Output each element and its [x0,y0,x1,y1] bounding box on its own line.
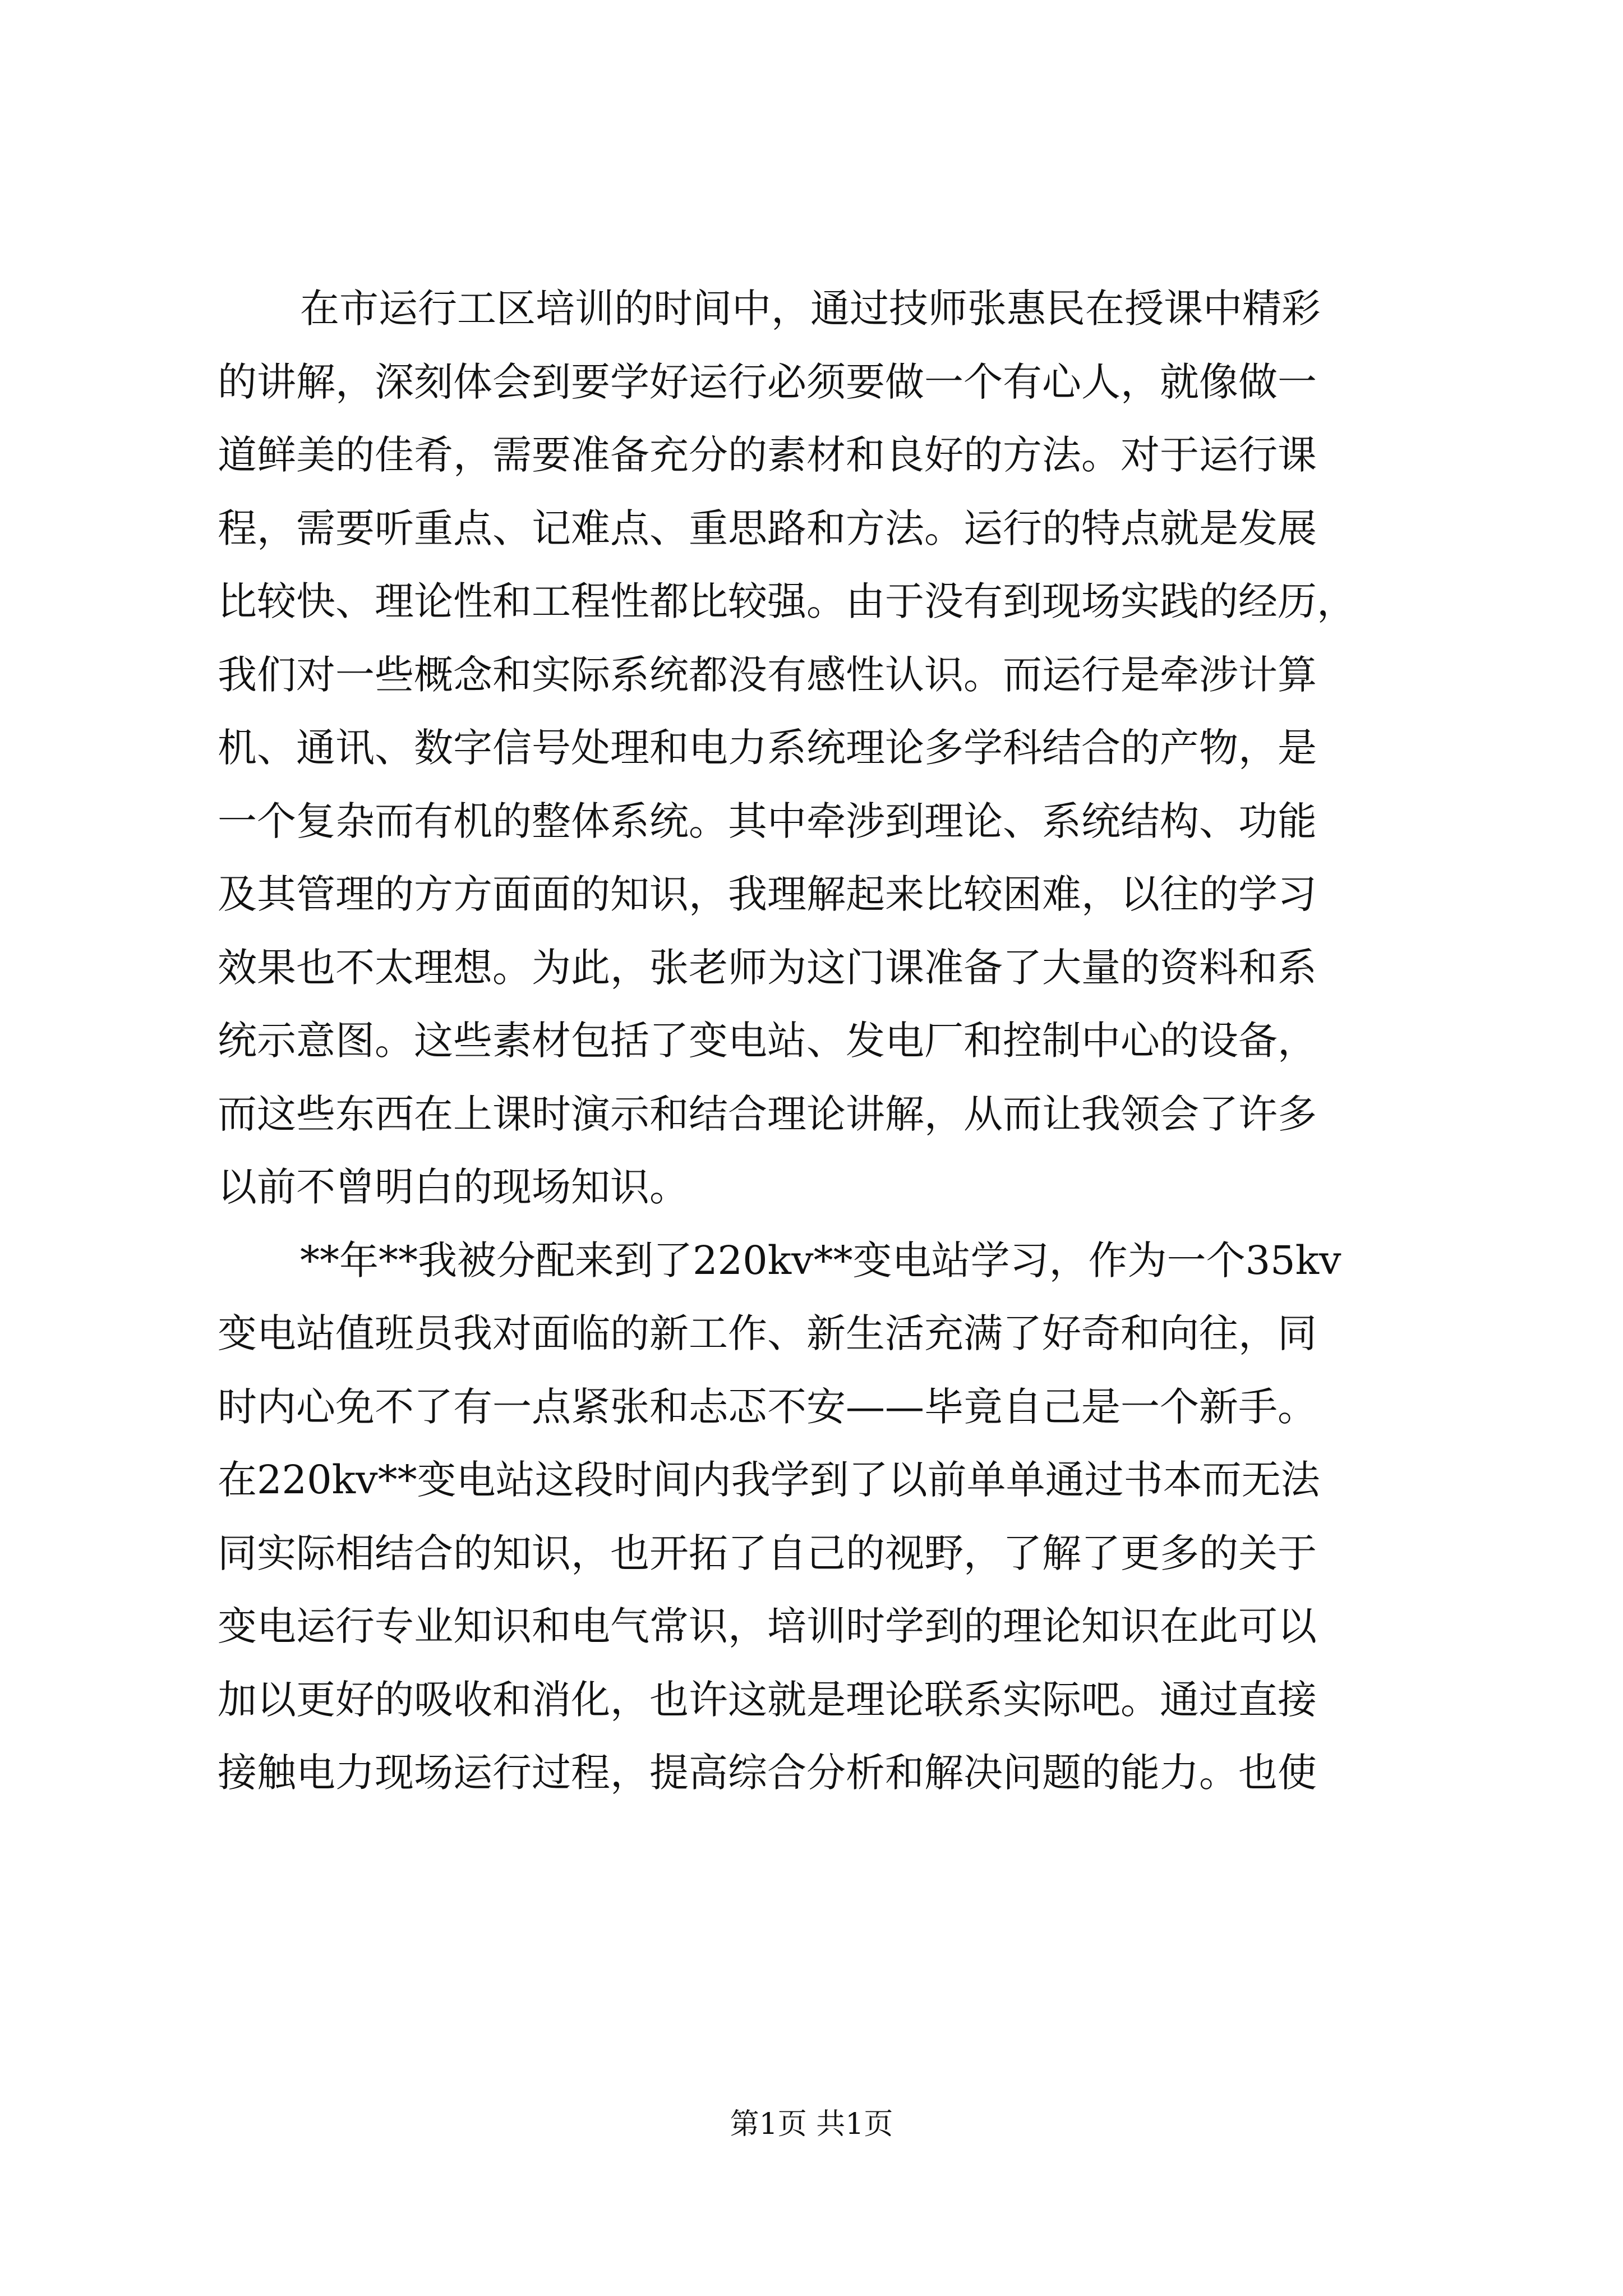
paragraph-line: 比较快、理论性和工程性都比较强。由于没有到现场实践的经历， [218,578,1356,624]
paragraph-line: 在市运行工区培训的时间中，通过技师张惠民在授课中精彩 [300,286,1321,332]
paragraph-line: 程，需要听重点、记难点、重思路和方法。运行的特点就是发展 [218,505,1317,551]
paragraph-line: 机、通讯、数字信号处理和电力系统理论多学科结合的产物，是 [218,725,1317,771]
paragraph-line: 统示意图。这些素材包括了变电站、发电厂和控制中心的设备， [218,1018,1317,1064]
paragraph-line: 接触电力现场运行过程，提高综合分析和解决问题的能力。也使 [218,1750,1317,1796]
paragraph-line: 我们对一些概念和实际系统都没有感性认识。而运行是牵涉计算 [218,651,1317,698]
paragraph-line: 在220kv**变电站这段时间内我学到了以前单单通过书本而无法 [218,1457,1320,1503]
paragraph-line: 以前不曾明白的现场知识。 [218,1164,689,1210]
paragraph-line: 的讲解，深刻体会到要学好运行必须要做一个有心人，就像做一 [218,358,1317,405]
paragraph-line: **年**我被分配来到了220kv**变电站学习，作为一个35kv [300,1237,1341,1283]
paragraph-line: 同实际相结合的知识，也开拓了自己的视野，了解了更多的关于 [218,1530,1317,1576]
paragraph-line: 及其管理的方方面面的知识，我理解起来比较困难，以往的学习 [218,871,1317,917]
paragraph-line: 一个复杂而有机的整体系统。其中牵涉到理论、系统结构、功能 [218,798,1317,844]
paragraph-line: 而这些东西在上课时演示和结合理论讲解，从而让我领会了许多 [218,1091,1317,1137]
paragraph-line: 效果也不太理想。为此，张老师为这门课准备了大量的资料和系 [218,944,1317,991]
paragraph-line: 时内心免不了有一点紧张和忐忑不安——毕竟自己是一个新手。 [218,1383,1317,1430]
paragraph-line: 道鲜美的佳肴，需要准备充分的素材和良好的方法。对于运行课 [218,432,1317,478]
page-footer: 第1页 共1页 [730,2108,893,2141]
paragraph-line: 加以更好的吸收和消化，也许这就是理论联系实际吧。通过直接 [218,1676,1317,1723]
paragraph-line: 变电运行专业知识和电气常识，培训时学到的理论知识在此可以 [218,1603,1317,1649]
paragraph-line: 变电站值班员我对面临的新工作、新生活充满了好奇和向往，同 [218,1310,1317,1356]
